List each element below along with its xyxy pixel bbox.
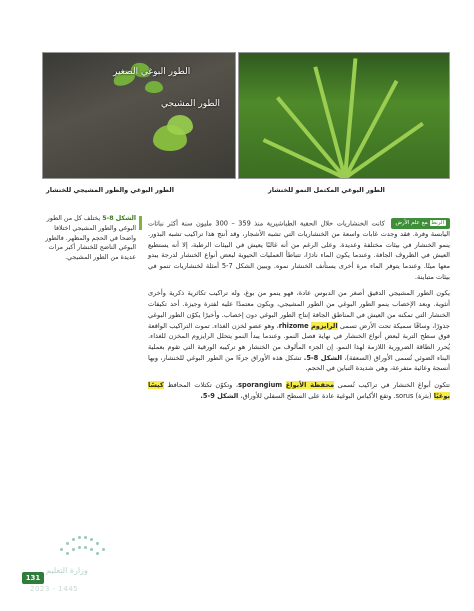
rhizome-term: الرايزوم	[310, 321, 338, 330]
logo-dot	[66, 542, 69, 545]
paragraph-2-text-b: ، وهو عضو لخزن الغذاء. تموت التراكيب الواقعة فوق سطح التربة لبعض أنواع الخنشار في نهاية فصل النمو. وعندما يبدأ النمو يتحلل الرايزوم المخزن للغذاء. يُحرر الطاقة الضرورية اللازمة لهذا النمو. إن الجزء المألوف من الخنشار هو تركيبه الورقية التي تقوم بعملية البناء الضوئي تُسمى الأوراق (السعفة)،	[148, 321, 450, 362]
figure-ref-9-5: الشكل 9-5.	[200, 391, 239, 400]
logo-dot	[84, 536, 87, 539]
sorus-term: كيسًا بوغيًا	[148, 380, 450, 400]
fern-frond	[344, 122, 424, 179]
edition-year: 2023 - 1445	[30, 585, 79, 593]
figure-ref: الشكل 8-5	[102, 215, 136, 222]
figure-ref-8-5: الشكل 8-5.	[303, 353, 342, 362]
gametophyte-label: الطور المشيجي	[161, 99, 220, 109]
logo-dot	[96, 542, 99, 545]
gametophyte-thallus	[167, 115, 193, 135]
logo-dot	[102, 548, 105, 551]
paragraph-2-text-a: يكون الطور المشيجي الدقيق أصغر من الدبوس عادة، فهو ينمو من بوغ، وله تراكيب تكاثرية ذكرية وأخرى أنثوية. وبعد الإخصاب ينمو الطور البوغي من الطور المشيجي، ويكون معتمدًا عليه لفترة وجيزة. أحد تكيفات الخنشار التي تمكنه من العيش في المناطق الجافة إنتاج الطور البوغي دون إخصاب. وأخيرًا يكوّن الطور البوغي جذورًا، وساقًا سميكة تحت الأرض تسمى	[148, 289, 450, 330]
logo-dot	[78, 546, 81, 549]
sporangium-term: محفظة الأبواغ	[285, 380, 335, 389]
figure-note	[40, 214, 136, 263]
young-frond	[145, 81, 163, 93]
paragraph-2-text-c: تشكل هذه الأوراق جزءًا من الطور البوغي للخنشار، وبها أنسجة وعائية متفرعة، وهي شديدة التباين في الحجم.	[148, 353, 450, 373]
logo-dot	[60, 548, 63, 551]
sporophyte-label: الطور البوغي الصغير	[113, 67, 191, 77]
gametophyte-caption: الطور البوغي والطور المشيجي للخنشار	[46, 186, 174, 194]
connection-badge	[391, 218, 450, 229]
main-text	[148, 218, 450, 407]
logo-dot	[96, 552, 99, 555]
logo-dot	[90, 538, 93, 541]
paragraph-1	[148, 218, 450, 282]
mature-fern-caption: الطور البوغي المكتمل النمو للخنشار	[268, 186, 385, 194]
logo-dot	[72, 538, 75, 541]
paragraph-2	[148, 288, 450, 373]
badge-topic: مع علم الأرض	[395, 220, 428, 226]
gametophyte-photo	[42, 52, 236, 179]
paragraph-1-text: كانت الخنشاريات خلال الحقبة الطباشيرية منذ 359 – 300 مليون سنة أكثر نباتات اليابسة وفرة. فقد وجدت غابات واسعة من الخنشاريات التي تشبه الأشجار، وقد أنتج هذا تراكيب تشبه البذور. ينمو الخنشار في بيئات مختلفة وعديدة. وعلى الرغم من أنه غالبًا يعيش في البيئات الرطبة، إلا أنه يستطيع العيش في الظروف الجافة. وعندما يكون الماء نادرًا، تتباطأ العمليات الحيوية لبعض أنواع الخنشار لدرجة يبدو معها ميتًا. وعندما يتوفر الماء مرة أخرى يستأنف الخنشار نموه. ويبين الشكل 7-5 أمثلة لخنشاريات تنمو في بيئات متباينة.	[148, 219, 451, 281]
sporangium-term-en: sporangium	[238, 380, 283, 389]
paragraph-3-text-c: (بثرة) sorus. وتقع الأكياس البوغية عادة على السطح السفلي للأوراق،	[240, 391, 432, 400]
paragraph-3	[148, 380, 450, 401]
figure-note-text: يختلف كل من الطور البوغي والطور المشيجي اختلافا واضحا في الحجم والمظهر. فالطور البوغي الناضج للخنشار أكبر مرات عديدة من الطور المشيجي.	[45, 215, 136, 261]
logo-dot	[78, 536, 81, 539]
logo-dot	[72, 548, 75, 551]
paragraph-3-text-b: ، وتكوّن تكتلات المحافظ	[167, 380, 239, 389]
badge-label: الربط	[431, 220, 444, 226]
rhizome-term-en: rhizome	[278, 321, 309, 330]
logo-dot	[66, 552, 69, 555]
logo-dot	[84, 546, 87, 549]
page-number: 131	[22, 572, 44, 584]
note-accent-bar	[139, 216, 142, 230]
ministry-name: وزارة التعليم	[46, 566, 88, 575]
mature-fern-photo	[238, 52, 450, 179]
logo-dot	[90, 548, 93, 551]
ministry-logo	[50, 528, 118, 568]
paragraph-3-text-a: تتكون أبواغ الخنشار في تراكيب تُسمى	[337, 380, 450, 389]
